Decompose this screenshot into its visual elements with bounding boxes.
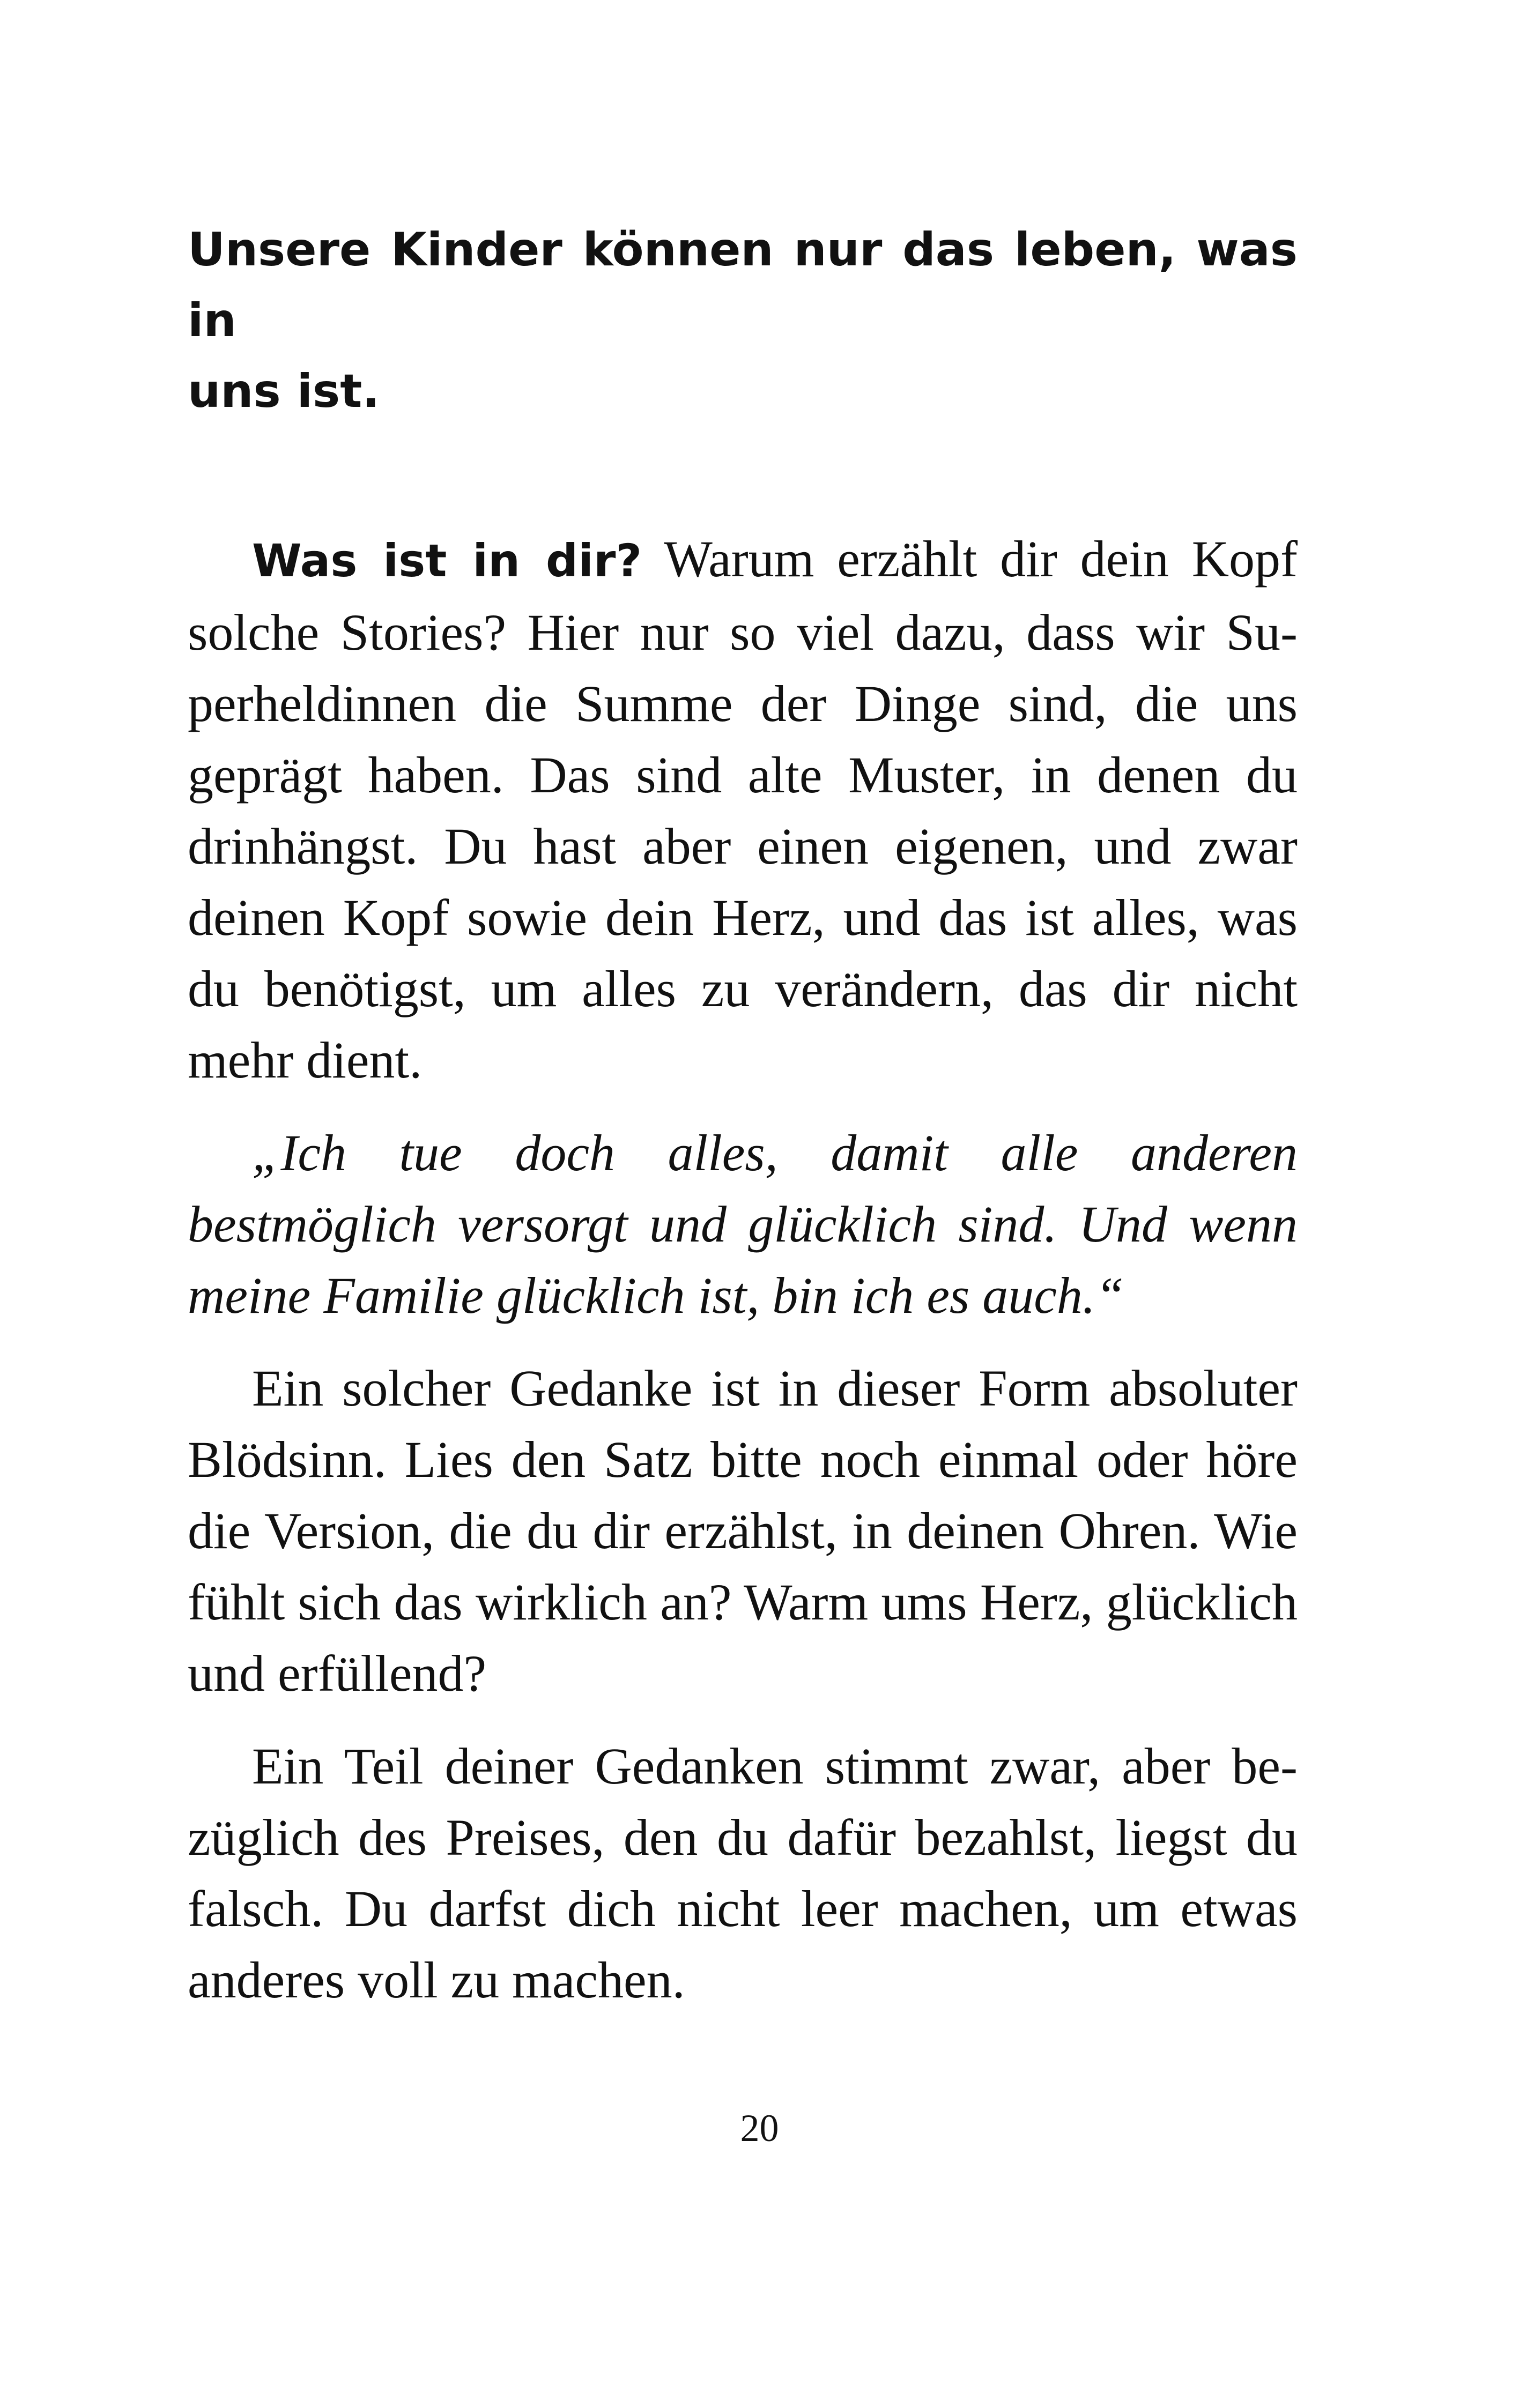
page-content — [188, 214, 1298, 2016]
heading-line-1: Unsere Kinder können nur das leben, was in — [188, 223, 1298, 347]
section-heading — [188, 214, 1298, 427]
heading-line-2: uns ist. — [188, 365, 380, 418]
body-paragraph-3: Ein Teil deiner Gedanken stimmt zwar, aber bezüglich des Preises, den du dafür bezahlst, liegst du falsch. Du darfst dich nicht leer machen, um etwas anderes voll zu machen. — [188, 1737, 1298, 2009]
page-number: 20 — [740, 2107, 779, 2150]
body-paragraph-1 — [188, 523, 1298, 1096]
body-paragraph-2: Ein solcher Gedanke ist in dieser Form absoluter Blödsinn. Lies den Satz bitte noch einmal oder höre die Version, die du dir erzählst, in deinen Ohren. Wie fühlt sich das wirklich an? Warm ums Herz, glücklich und erfüllend? — [188, 1359, 1298, 1702]
italic-quote: „Ich tue doch alles, damit alle anderen bestmöglich versorgt und glücklich sind. Und wenn meine Familie glücklich ist, bin ich es auch.“ — [188, 1124, 1298, 1324]
paragraph-lead-question: Was ist in dir? — [252, 534, 642, 587]
paragraph-1-text: Warum erzählt dir dein Kopf solche Stories? Hier nur so viel dazu, dass wir Superheldinnen die Summe der Dinge sind, die uns geprägt haben. Das sind alte Muster, in denen du drinhängst. Du hast aber einen eigenen, und zwar deinen Kopf sowie dein Herz, und das ist alles, was du benötigst, um alles zu verändern, das dir nicht mehr dient. — [188, 530, 1298, 1089]
